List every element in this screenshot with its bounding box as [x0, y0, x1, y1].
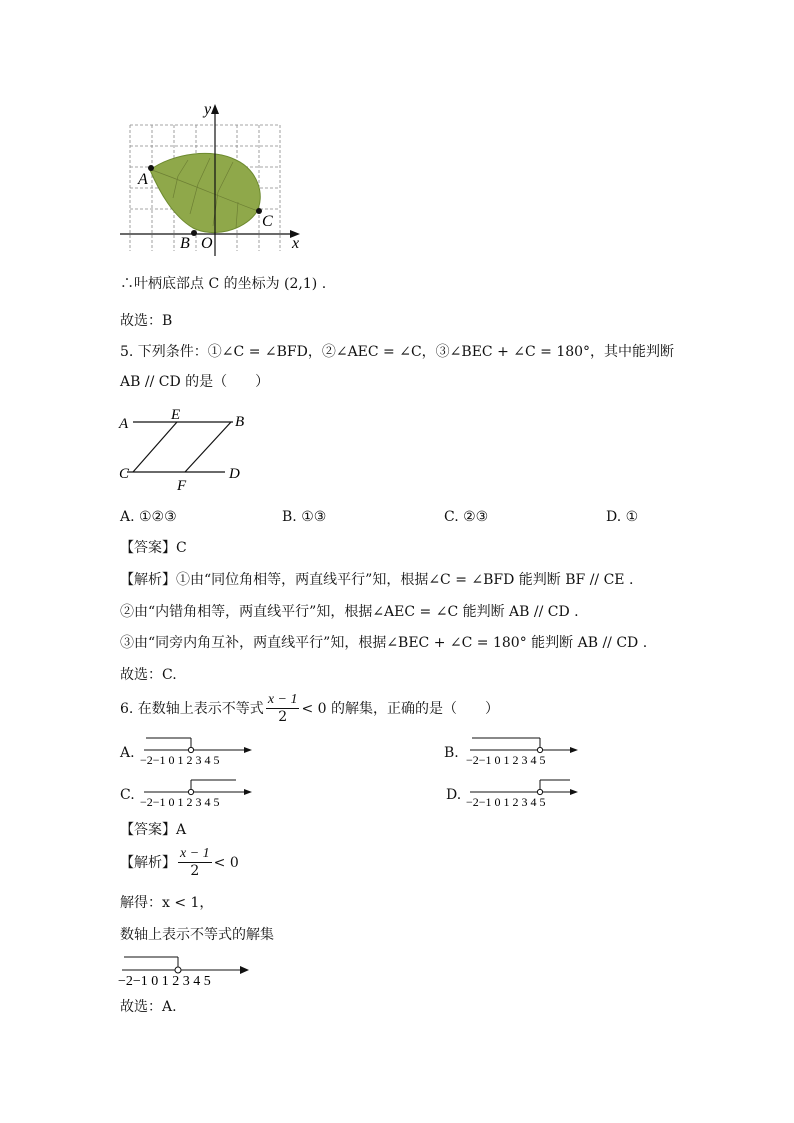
fig5-label-b: B [235, 414, 245, 430]
q5-option-b: B. ①③ [282, 509, 327, 525]
q6-option-d-label: D. [446, 787, 462, 803]
q6-stem-prefix: 6. 在数轴上表示不等式 [120, 700, 264, 717]
q6-analysis-fraction [178, 846, 212, 879]
q6-option-d-numberline [466, 775, 581, 811]
q4-answer-line: 故选：B [120, 313, 173, 329]
q6-option-b-ticks: −2−1 0 1 2 3 4 5 [466, 753, 546, 767]
q6-option-a-ticks: −2−1 0 1 2 3 4 5 [140, 753, 220, 767]
fig5-label-d: D [229, 466, 240, 482]
q5-stem-line1: 5. 下列条件：①∠C = ∠BFD，②∠AEC = ∠C，③∠BEC + ∠C = 180°，其中能判断 [120, 344, 675, 360]
axis-y-label: y [204, 101, 212, 118]
q6-analysis-label: 【解析】 [120, 854, 176, 871]
q6-stem-fraction [266, 692, 300, 725]
q6-option-a-label: A. [120, 745, 135, 761]
q5-option-c: C. ②③ [444, 509, 489, 525]
point-b-label: B [180, 235, 190, 252]
q5-answer: 【答案】C [120, 540, 187, 556]
fig5-label-a: A [119, 416, 129, 432]
q6-option-d-ticks: −2−1 0 1 2 3 4 5 [466, 795, 546, 809]
q6-answer: 【答案】A [120, 822, 187, 838]
q6-solve: 解得：x < 1， [120, 895, 214, 911]
q6-option-c-label: C. [120, 787, 135, 803]
q6-solution-ticks: −2−1 0 1 2 3 4 5 [118, 974, 211, 989]
leaf-coordinate-figure [118, 98, 308, 258]
q6-analysis [120, 846, 239, 879]
q4-conclusion: ∴叶柄底部点 C 的坐标为 (2,1) . [120, 276, 327, 292]
q6-analysis-frac-den: 2 [190, 863, 200, 879]
q6-option-a-numberline [140, 733, 255, 769]
q6-option-b-numberline [466, 733, 581, 769]
q5-parallelogram-figure [115, 402, 255, 494]
q6-frac-den: 2 [278, 709, 288, 725]
q5-analysis-2: ②由“内错角相等，两直线平行”知，根据∠AEC = ∠C 能判断 AB // CD . [120, 604, 579, 620]
q6-option-c-numberline [140, 775, 255, 811]
q5-stem-line2: AB // CD 的是（ ） [120, 374, 270, 390]
origin-label: O [201, 235, 213, 252]
axis-x-label: x [292, 235, 300, 252]
q6-stem-suffix: < 0 的解集，正确的是（ ） [301, 700, 500, 717]
q5-analysis-1: 【解析】①由“同位角相等，两直线平行”知，根据∠C = ∠BFD 能判断 BF // CE . [120, 572, 634, 588]
q6-analysis-frac-num: x − 1 [180, 846, 210, 861]
q6-option-b-label: B. [444, 745, 459, 761]
fig5-label-e: E [171, 407, 181, 423]
q6-option-c-ticks: −2−1 0 1 2 3 4 5 [140, 795, 220, 809]
q6-represent: 数轴上表示不等式的解集 [120, 927, 274, 943]
q6-answer-line: 故选：A. [120, 999, 177, 1015]
q5-analysis-3: ③由“同旁内角互补，两直线平行”知，根据∠BEC + ∠C = 180° 能判断 AB // CD . [120, 635, 648, 651]
fig5-label-f: F [177, 478, 187, 494]
q6-analysis-suffix: < 0 [213, 854, 239, 871]
q6-frac-num: x − 1 [267, 692, 298, 707]
point-a-label: A [138, 171, 148, 188]
point-c-label: C [262, 213, 273, 230]
q5-answer-line: 故选：C. [120, 667, 177, 683]
fig5-label-c: C [119, 466, 130, 482]
q6-stem [120, 692, 499, 725]
q5-option-a: A. ①②③ [120, 509, 177, 525]
q5-option-d: D. ① [606, 509, 639, 525]
leaf-shape [150, 153, 260, 232]
q6-solution-numberline [118, 952, 253, 990]
